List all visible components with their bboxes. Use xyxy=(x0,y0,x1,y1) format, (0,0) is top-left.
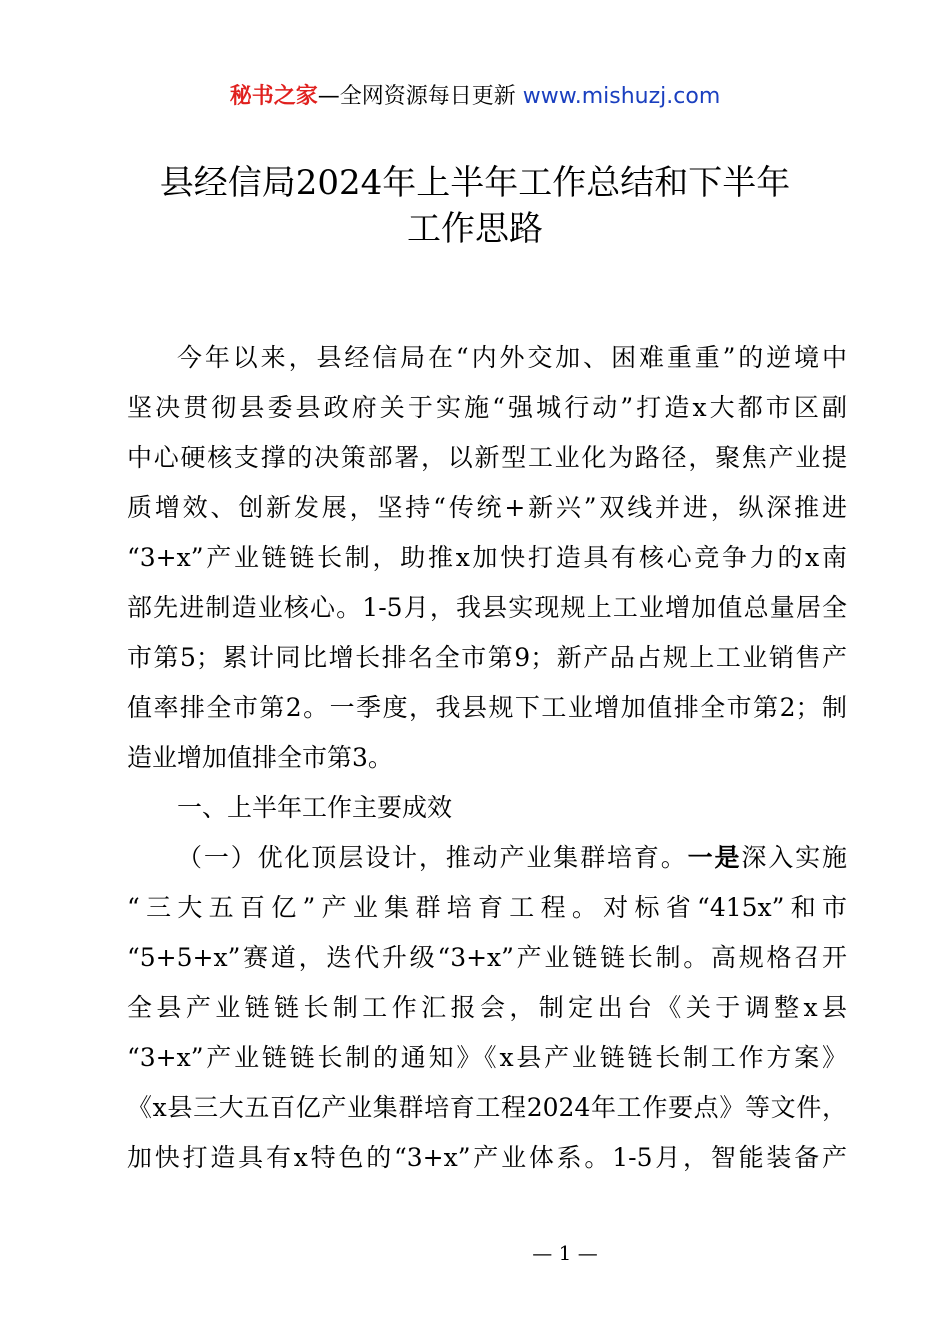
paragraph-line: 《x县三大五百亿产业集群培育工程2024年工作要点》等文件， xyxy=(127,1093,847,1122)
title-line-1: 县经信局2024年上半年工作总结和下半年 xyxy=(159,163,791,203)
paragraph-line: 今年以来，县经信局在“内外交加、困难重重”的逆境中 xyxy=(177,343,847,372)
paragraph-line xyxy=(127,833,847,883)
paragraph-line: 质增效、创新发展，坚持“传统+新兴”双线并进，纵深推进 xyxy=(127,493,847,522)
site-tagline: —全网资源每日更新 xyxy=(317,84,516,109)
paragraph-line: 加快打造具有x特色的“3+x”产业体系。1-5月，智能装备产 xyxy=(127,1143,847,1172)
paragraph-line: 坚决贯彻县委县政府关于实施“强城行动”打造x大都市区副 xyxy=(127,393,847,422)
site-header xyxy=(0,82,950,112)
document-body xyxy=(127,333,847,1183)
paragraph-line: “3+x”产业链链长制的通知》《x县产业链链长制工作方案》 xyxy=(127,1043,847,1072)
site-url-link[interactable]: www.mishuzj.com xyxy=(522,84,721,109)
paragraph-text: 深入实施 xyxy=(741,843,847,872)
title-line-2: 工作思路 xyxy=(407,209,543,249)
paragraph-line: “三大五百亿”产业集群培育工程。对标省“415x”和市 xyxy=(127,893,847,922)
page-number: — 1 — xyxy=(532,1241,598,1265)
paragraph-line: 值率排全市第2。一季度，我县规下工业增加值排全市第2；制 xyxy=(127,693,847,722)
paragraph-line: 全县产业链链长制工作汇报会，制定出台《关于调整x县 xyxy=(127,993,847,1022)
paragraph-line: 市第5；累计同比增长排名全市第9；新产品占规上工业销售产 xyxy=(127,643,847,672)
section-heading: 一、上半年工作主要成效 xyxy=(177,793,453,822)
paragraph-intro xyxy=(127,333,847,783)
paragraph-line: “3+x”产业链链长制，助推x加快打造具有核心竞争力的x南 xyxy=(127,543,847,572)
subsection-heading: （一）优化顶层设计，推动产业集群培育。 xyxy=(177,843,688,872)
site-brand: 秘书之家 xyxy=(229,84,318,109)
paragraph-section-1-1 xyxy=(127,833,847,1183)
paragraph-line: 造业增加值排全市第3。 xyxy=(127,743,393,772)
paragraph-line: “5+5+x”赛道，迭代升级“3+x”产业链链长制。高规格召开 xyxy=(127,943,847,972)
document-title xyxy=(60,160,890,252)
emphasis-text: 一是 xyxy=(687,843,742,872)
paragraph-line: 部先进制造业核心。1-5月，我县实现规上工业增加值总量居全 xyxy=(127,593,847,622)
paragraph-line: 中心硬核支撑的决策部署，以新型工业化为路径，聚焦产业提 xyxy=(127,443,847,472)
